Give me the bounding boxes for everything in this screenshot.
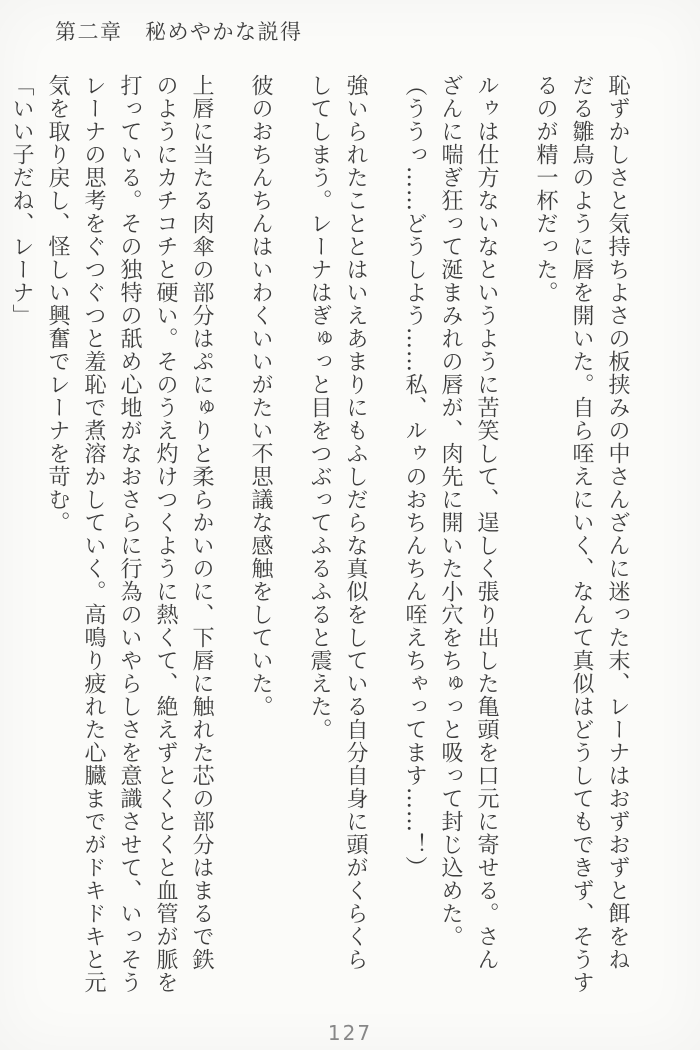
text-column: （ううっ……どうしよう……私、ルゥのおちんちん咥えちゃってます……！）	[402, 74, 427, 879]
text-column: るのが精一杯だった。	[533, 74, 558, 304]
text-column: ルゥは仕方ないなというように苦笑して、逞しく張り出した亀頭を口元に寄せる。さん	[474, 74, 499, 971]
text-column: 上唇に当たる肉傘の部分はぷにゅりと柔らかいのに、下唇に触れた芯の部分はまるで鉄	[189, 74, 214, 971]
text-column: だる雛鳥のように唇を開いた。自ら咥えにいく、なんて真似はどうしてもできず、そうす	[569, 74, 594, 994]
page-number: 127	[327, 1021, 373, 1045]
text-column: 強いられたこととはいえあまりにもふしだらな真似をしている自分自身に頭がくらくら	[343, 74, 368, 971]
text-column: ざんに喘ぎ狂って涎まみれの唇が、肉先に開いた小穴をちゅっと吸って封じ込めた。	[438, 74, 463, 948]
chapter-header: 第二章 秘めやかな説得	[55, 20, 303, 44]
text-column: 恥ずかしさと気持ちよさの板挟みの中さんざんに迷った末、レーナはおずおずと餌をね	[605, 74, 630, 971]
text-column: 彼のおちんちんはいわくいいがたい不思議な感触をしていた。	[248, 74, 273, 718]
text-column: 打っている。その独特の舐め心地がなおさらに行為のいやらしさを意識させて、いっそう	[117, 74, 142, 994]
text-column: してしまう。レーナはぎゅっと目をつぶってふるふると震えた。	[307, 74, 332, 741]
text-column: レーナの思考をぐつぐつと羞恥で煮溶かしていく。高鳴り疲れた心臓までがドキドキと元	[81, 74, 106, 994]
text-column: 「いい子だね、レーナ」	[9, 74, 34, 327]
text-column: のようにカチコチと硬い。そのうえ灼けつくように熱くて、絶えずとくとくと血管が脈を	[153, 74, 178, 994]
body-text-block	[0, 74, 658, 994]
text-column: 気を取り戻し、怪しい興奮でレーナを苛む。	[45, 74, 70, 534]
